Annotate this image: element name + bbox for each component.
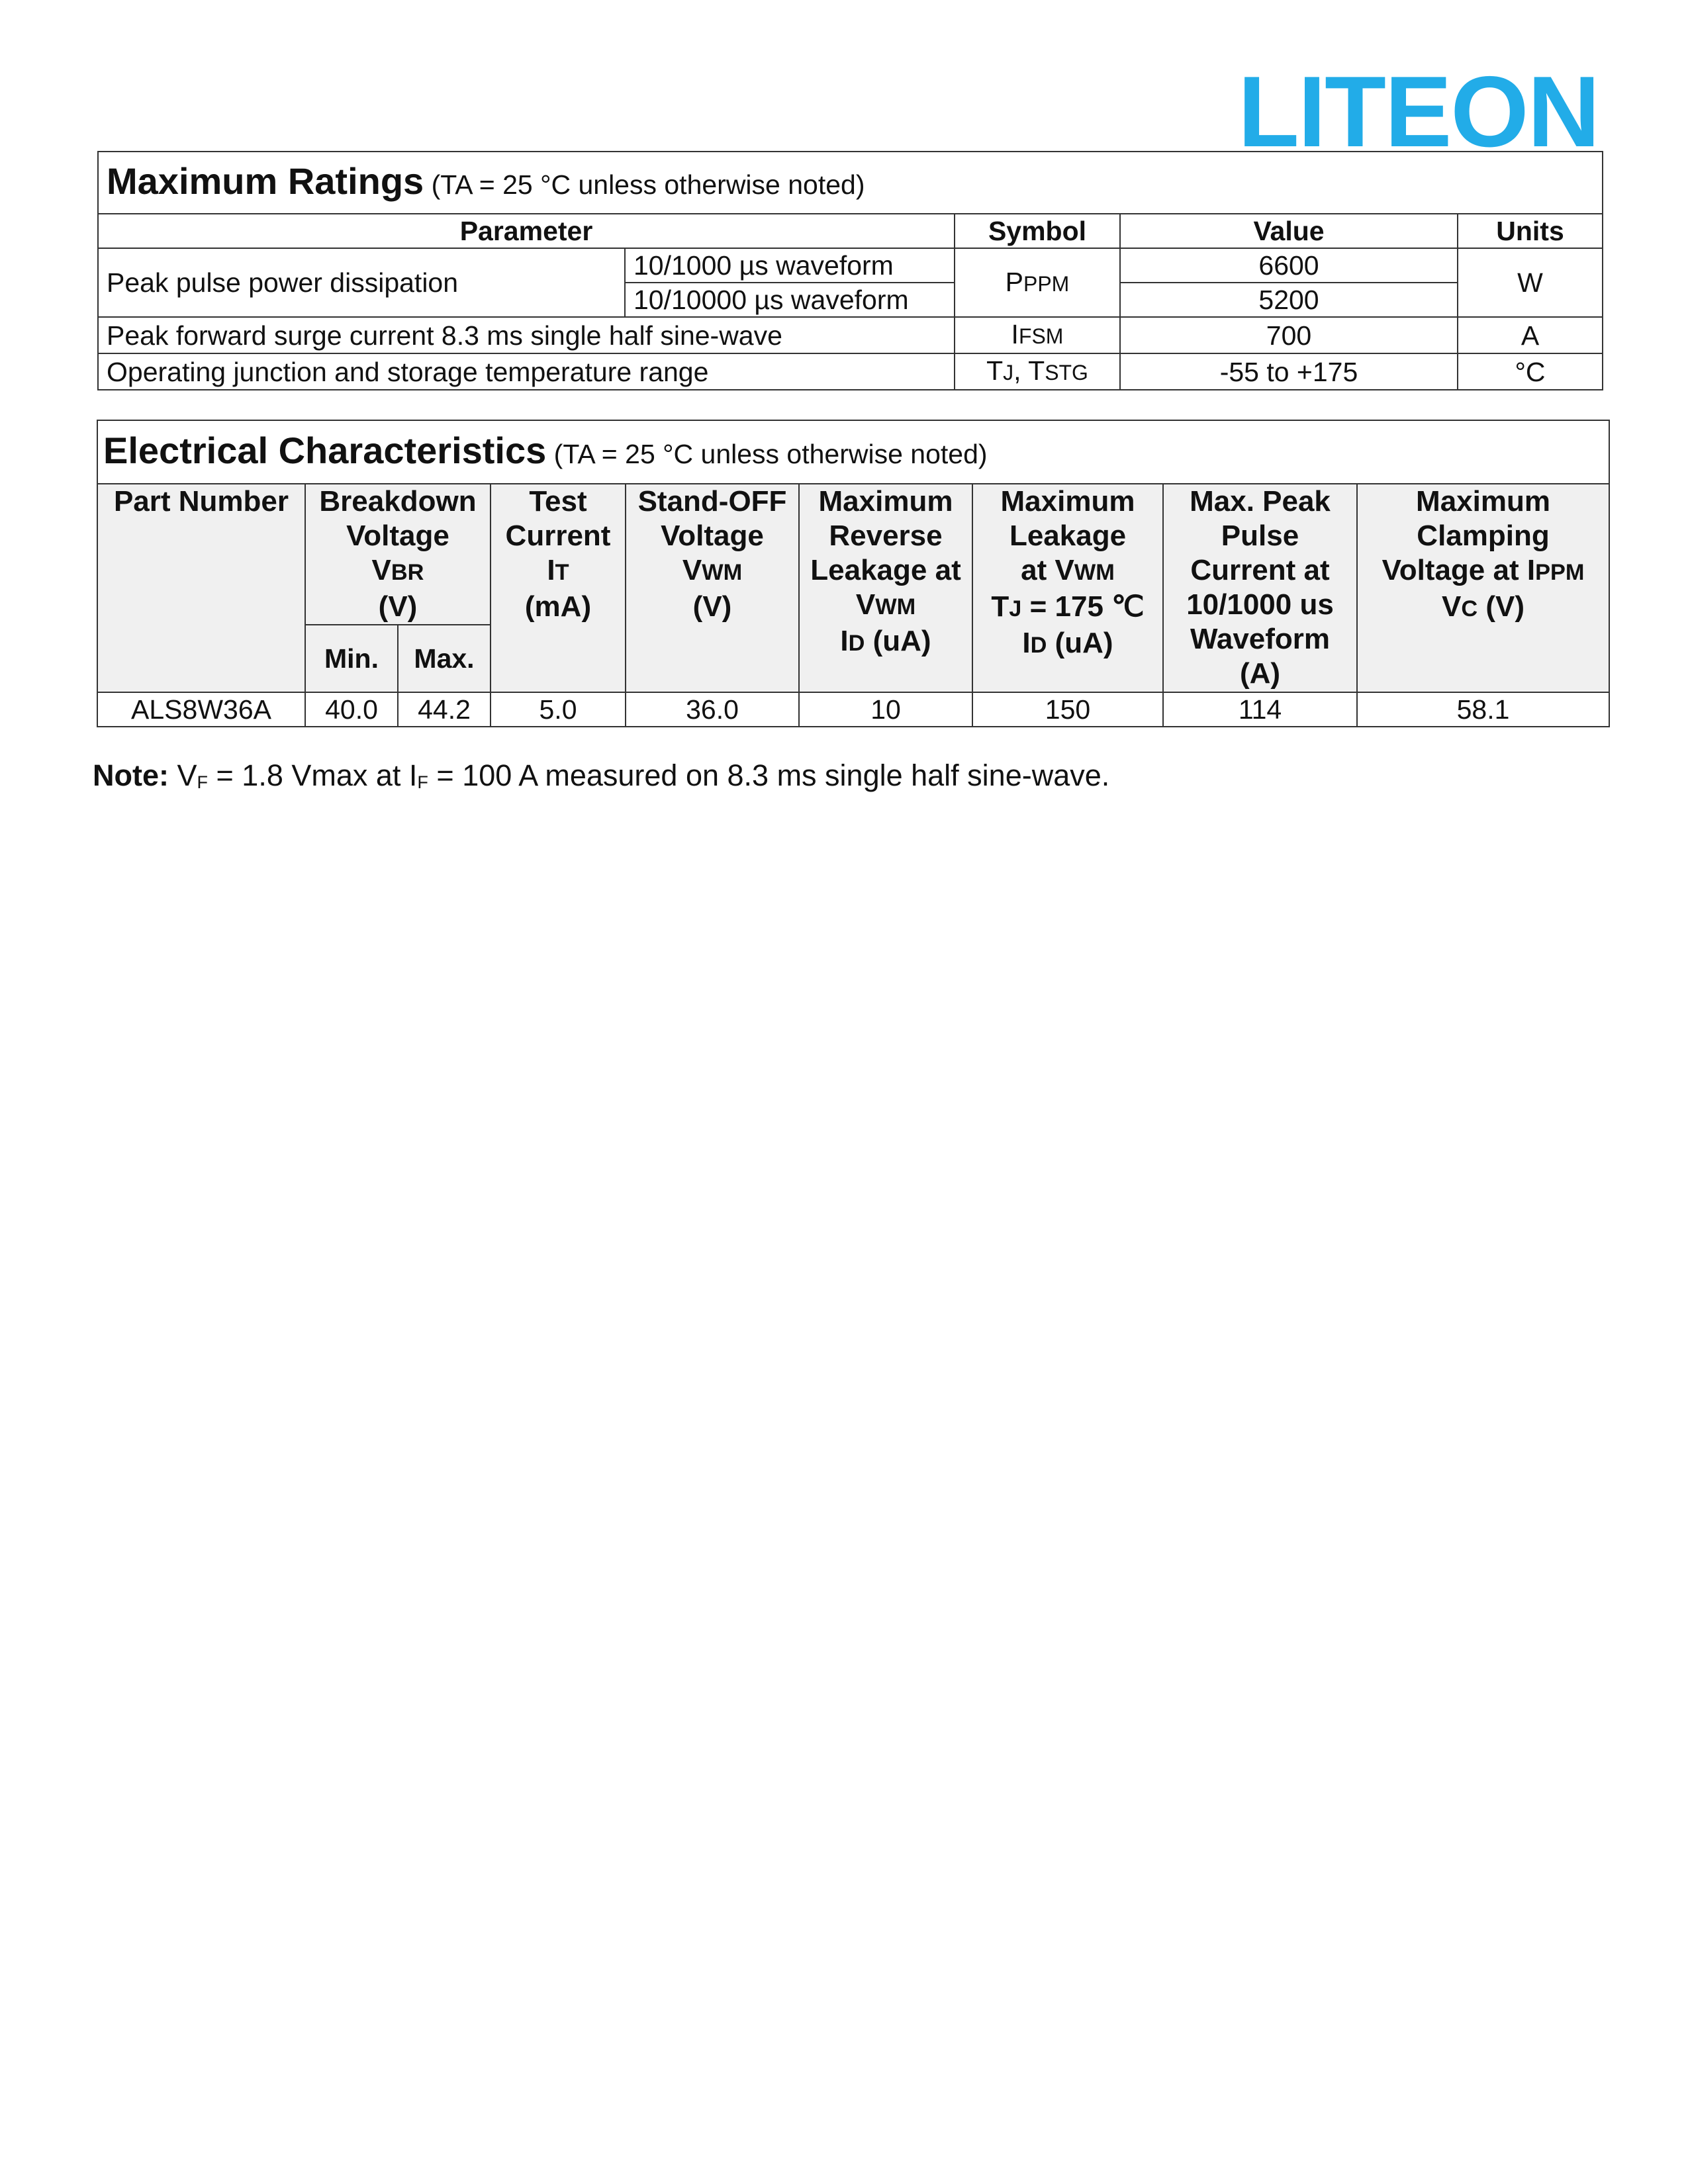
note-v-sub: F [197,772,209,793]
sym: V [855,588,876,621]
table-header-row [97,484,1609,625]
sym-sub: WM [702,560,743,585]
note-label: Note: [93,758,169,792]
header-parameter: Parameter [98,214,955,248]
waveform-10-1000: 10/1000 µs waveform [625,248,955,283]
header-line [306,553,490,590]
table-title-row [98,152,1603,214]
cell-vc: 58.1 [1357,692,1609,727]
header-line [1358,590,1609,626]
unit: (uA) [1047,627,1113,659]
sym: V [371,554,391,586]
electrical-condition: (TA = 25 °C unless otherwise noted) [553,438,988,469]
sym-sub: WM [1074,560,1115,585]
header-symbol: Symbol [955,214,1120,248]
header-line: Voltage [346,520,449,552]
header-line: Leakage [1009,520,1127,552]
symbol-sep: , T [1013,355,1045,386]
header-line [1358,553,1609,590]
table-header-row [98,214,1603,248]
electrical-characteristics-table [97,420,1610,727]
header-line: Maximum [818,485,953,518]
header-units: Units [1458,214,1603,248]
cell-vbr-min: 40.0 [305,692,398,727]
sym-sub: J [1009,596,1022,621]
sym-sub: T [555,560,569,585]
header-line: Maximum [1416,485,1550,518]
header-line [973,590,1162,626]
header-line: Maximum [1000,485,1135,518]
symbol-j: J [1003,361,1014,385]
table-row [98,248,1603,283]
sym: V [682,554,702,586]
header-line: 10/1000 us [1186,588,1334,621]
cell-it: 5.0 [491,692,626,727]
header-reverse-leakage [799,484,972,692]
param-surge-current: Peak forward surge current 8.3 ms single half sine-wave [98,317,955,353]
symbol-ifsm [955,317,1120,353]
unit: (uA) [865,625,931,657]
header-part-number: Part Number [97,484,305,692]
note-v: V [177,758,197,792]
header-line: Clamping [1417,520,1550,552]
header-line [800,624,972,660]
header-value: Value [1120,214,1458,248]
sym: V [1442,590,1462,623]
header-line: Breakdown [319,485,477,518]
header-line [800,588,972,624]
unit: (V) [1477,590,1525,623]
cell-ipp: 114 [1163,692,1357,727]
sym: I [1022,627,1031,659]
max-ratings-title [98,152,1603,214]
header-line: Waveform [1190,623,1331,655]
symbol-sub: PPM [1023,271,1070,296]
header-line: (A) [1239,657,1281,690]
symbol-stg: STG [1045,361,1088,385]
sym-sub: PPM [1535,560,1585,585]
table-row [97,692,1609,727]
sym-sub: D [848,631,865,656]
symbol-main: P [1005,266,1024,297]
note-mid: = 1.8 Vmax at I [208,758,418,792]
cell-vbr-max: 44.2 [398,692,491,727]
header-clamping-voltage [1357,484,1609,692]
cell-id-175: 150 [972,692,1163,727]
header-line: (V) [378,590,418,623]
header-max: Max. [398,625,491,692]
maximum-ratings-table [97,151,1603,390]
header-line [973,626,1162,662]
electrical-title [97,420,1609,484]
note [93,756,1109,802]
header-test-current [491,484,626,692]
note-i-sub: F [417,772,428,793]
liteon-logo: LITEON [1238,56,1599,168]
max-ratings-title-text: Maximum Ratings [107,159,424,202]
table-title-row [97,420,1609,484]
symbol-pppm [955,248,1120,317]
header-min: Min. [305,625,398,692]
header-breakdown-voltage [305,484,491,625]
header-line: Pulse [1221,520,1299,552]
symbol-main: I [1011,319,1019,349]
header-peak-pulse-current [1163,484,1357,692]
header-standoff-voltage [626,484,799,692]
symbol-tj-tstg [955,353,1120,390]
header-line: Current [505,520,611,552]
units-w: W [1458,248,1603,317]
cell-vwm: 36.0 [626,692,799,727]
sym: T [991,590,1009,623]
header-line: Voltage [661,520,764,552]
sym-sub: BR [391,560,424,585]
sym: I [840,625,849,657]
text: at V [1021,554,1074,586]
value-temp-range: -55 to +175 [1120,353,1458,390]
header-line: Current at [1190,554,1330,586]
header-line: Test [529,485,587,518]
sym-sub: WM [875,594,916,619]
table-row [98,353,1603,390]
note-end: = 100 A measured on 8.3 ms single half sine-wave. [428,758,1110,792]
text: Voltage at I [1382,554,1536,586]
max-ratings-condition: (TA = 25 °C unless otherwise noted) [431,169,865,200]
param-temperature: Operating junction and storage temperature range [98,353,955,390]
text: = 175 ℃ [1021,590,1145,623]
header-leakage-175 [972,484,1163,692]
cell-id: 10 [799,692,972,727]
sym: I [547,554,555,586]
header-line [973,553,1162,590]
header-line: Stand-OFF [637,485,787,518]
header-line: (mA) [524,590,592,623]
value-5200: 5200 [1120,283,1458,317]
table-row [98,317,1603,353]
header-line: Max. Peak [1190,485,1331,518]
value-6600: 6600 [1120,248,1458,283]
sym-sub: D [1030,633,1047,658]
electrical-title-text: Electrical Characteristics [103,429,547,471]
units-celsius: °C [1458,353,1603,390]
value-700: 700 [1120,317,1458,353]
param-pulse-power: Peak pulse power dissipation [98,248,625,317]
symbol-sub: FSM [1018,324,1064,348]
header-line: (V) [692,590,732,623]
header-line [626,553,798,590]
header-line: Leakage at [810,554,961,586]
waveform-10-10000: 10/10000 µs waveform [625,283,955,317]
units-a: A [1458,317,1603,353]
cell-part-number: ALS8W36A [97,692,305,727]
header-line: Reverse [829,520,943,552]
symbol-t: T [986,355,1004,386]
header-line [491,553,625,590]
sym-sub: C [1461,596,1478,621]
